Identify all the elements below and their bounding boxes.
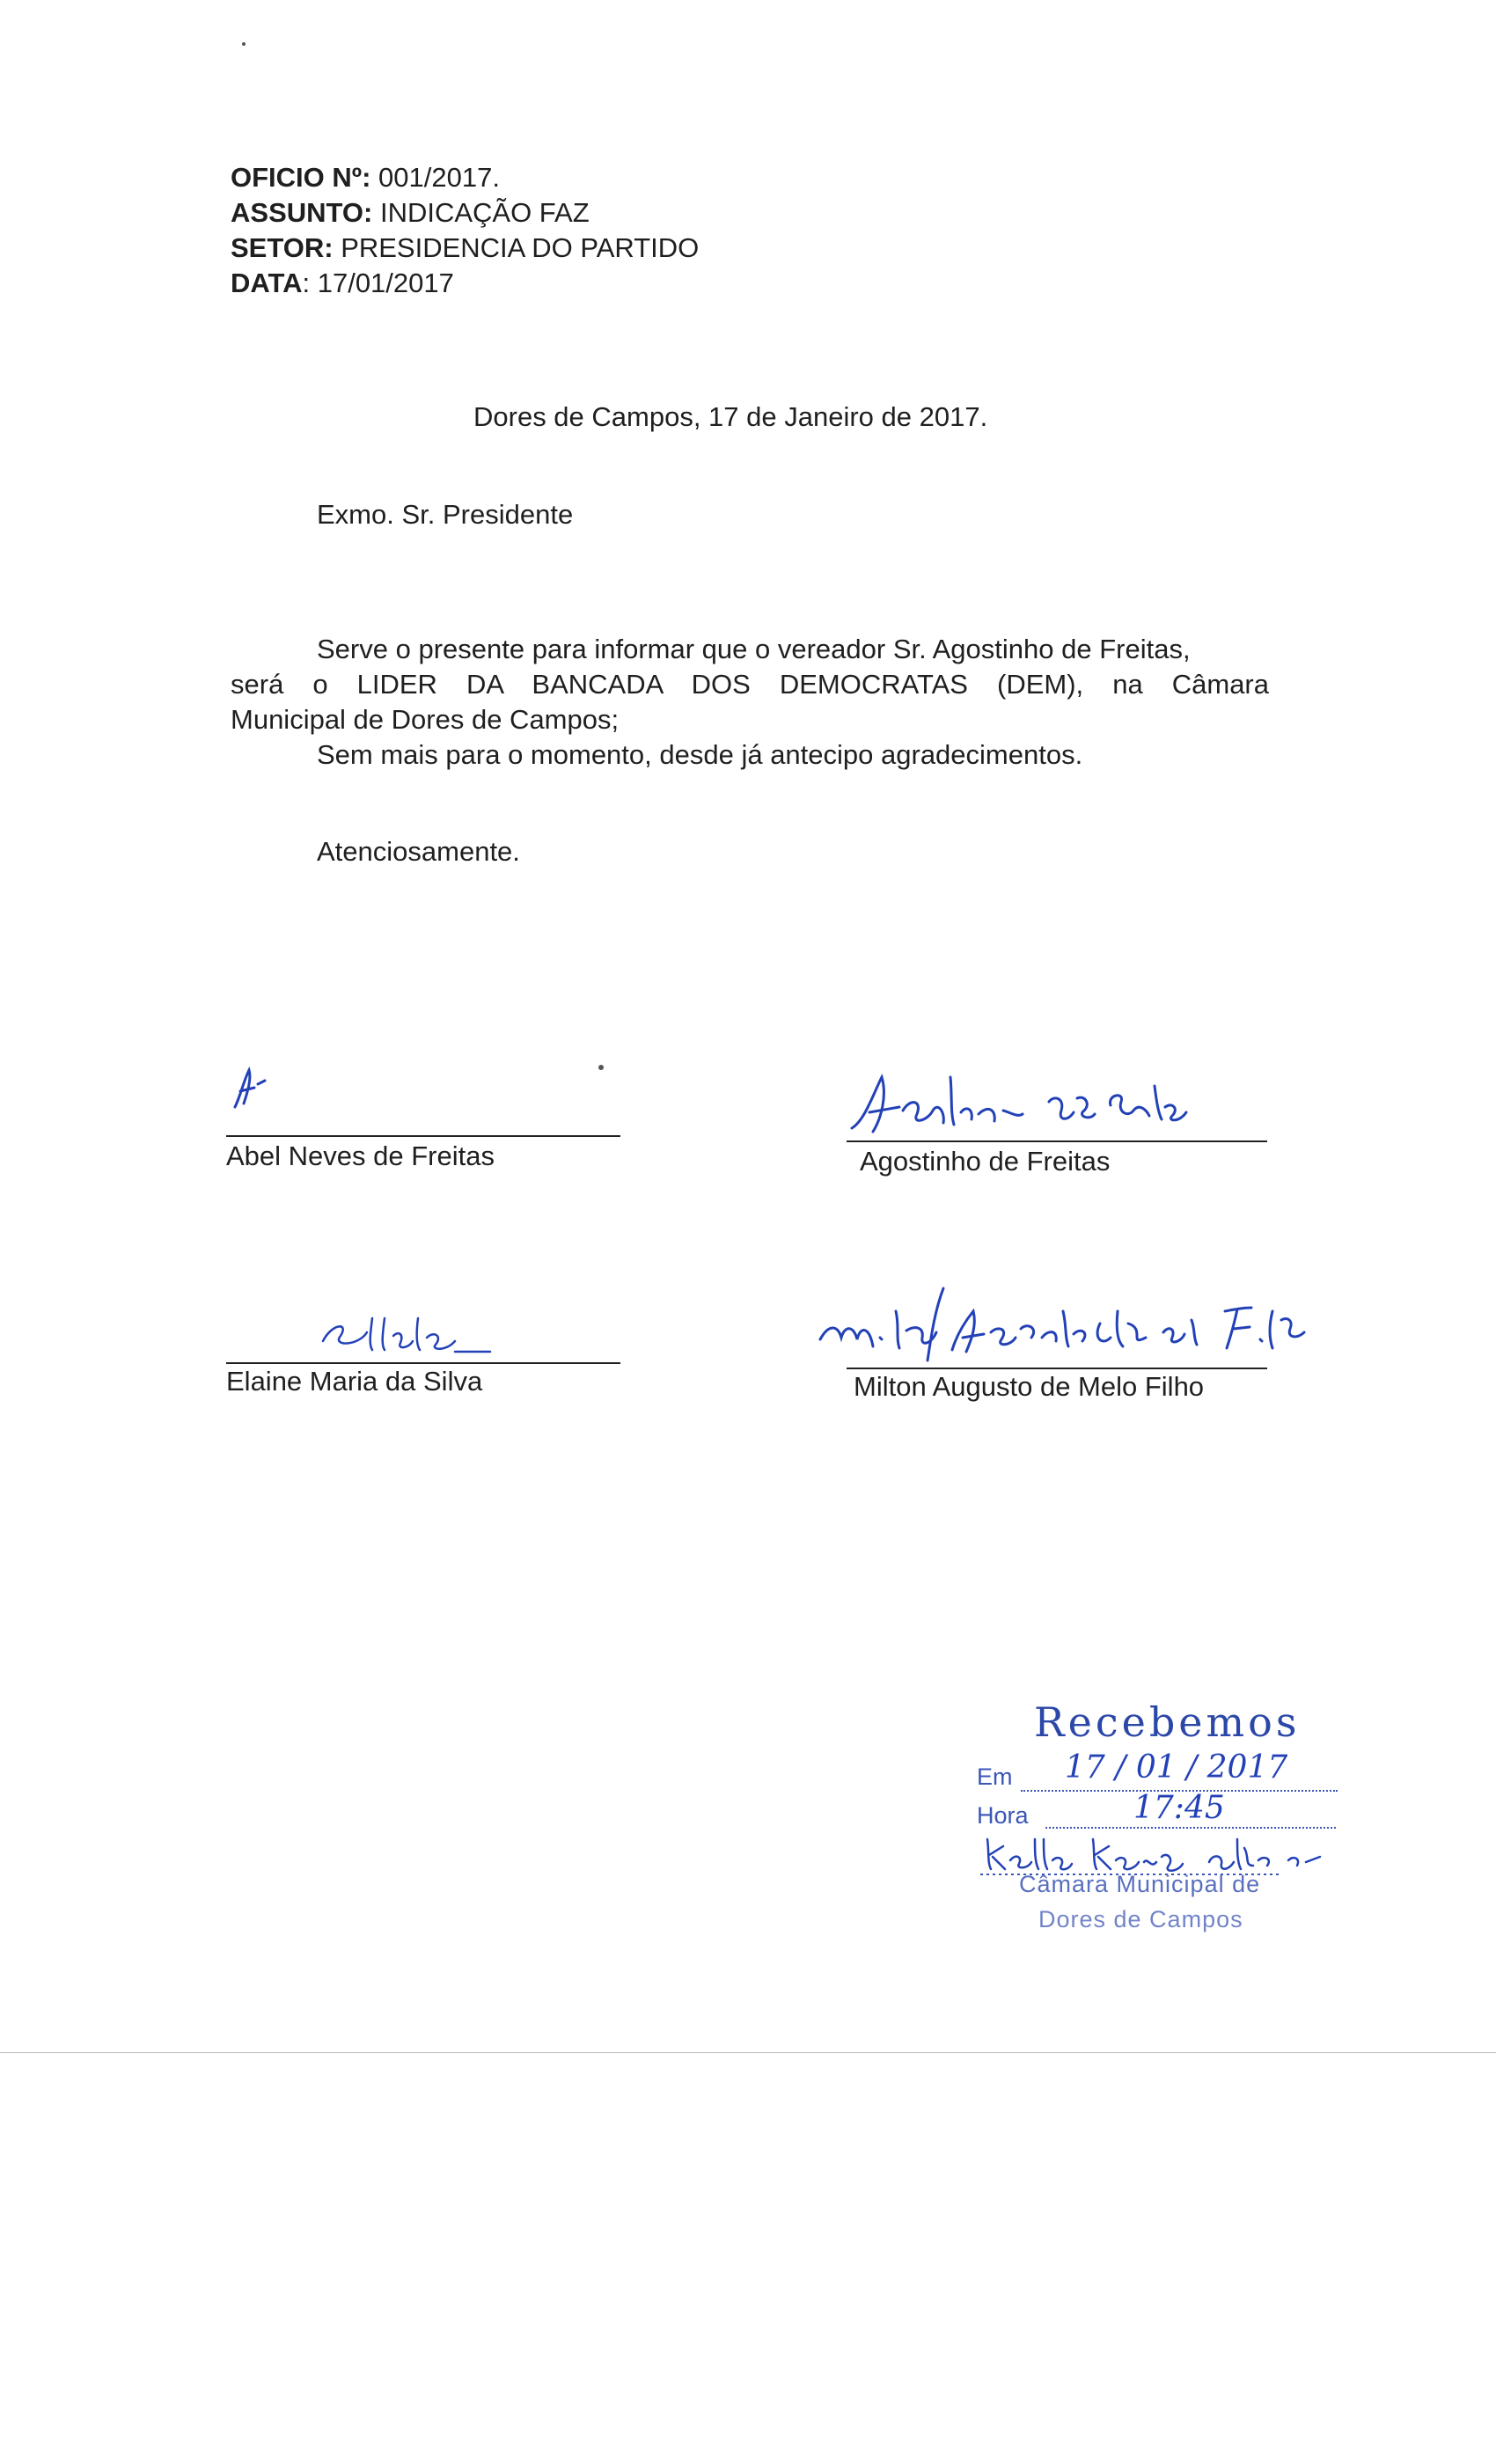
body-line-4: Sem mais para o momento, desde já antecipo agradecimentos.	[317, 739, 1083, 770]
oficio-label: OFICIO Nº:	[231, 162, 371, 193]
handwritten-signature-agostinho	[847, 1060, 1260, 1139]
assunto-label: ASSUNTO:	[231, 197, 373, 228]
dateline: Dores de Campos, 17 de Janeiro de 2017.	[473, 401, 988, 432]
document-header	[231, 160, 699, 301]
setor-row	[231, 231, 699, 266]
signature-line	[226, 1135, 620, 1137]
handwritten-signature-elaine	[314, 1306, 534, 1359]
body-line-2: será o LIDER DA BANCADA DOS DEMOCRATAS (DEM), na Câmara	[231, 669, 1269, 700]
body-text	[231, 632, 1269, 773]
signature-line	[847, 1140, 1267, 1142]
signatory-name: Agostinho de Freitas	[860, 1146, 1111, 1177]
stamp-hora-value: 17:45	[1133, 1790, 1225, 1826]
assunto-row	[231, 195, 699, 231]
signature-line	[226, 1362, 620, 1364]
scan-speck	[242, 42, 246, 46]
signature-line	[847, 1368, 1267, 1369]
signatory-name: Abel Neves de Freitas	[226, 1140, 495, 1171]
stamp-em-value: 17 / 01 / 2017	[1065, 1749, 1288, 1786]
signature-block-abel	[226, 1072, 622, 1177]
oficio-value: 001/2017.	[378, 162, 500, 193]
salutation: Exmo. Sr. Presidente	[317, 499, 574, 530]
stamp-org-line-2: Dores de Campos	[1038, 1906, 1243, 1932]
signature-block-agostinho	[847, 1072, 1269, 1186]
page-fold-line	[0, 2052, 1496, 2053]
stamp-title: Recebemos	[1034, 1698, 1301, 1746]
data-value: : 17/01/2017	[302, 268, 454, 298]
body-line-3: Municipal de Dores de Campos;	[231, 704, 620, 735]
setor-label: SETOR:	[231, 232, 334, 263]
oficio-row	[231, 160, 699, 195]
stamp-org-line-1: Câmara Municipal de	[1019, 1871, 1261, 1897]
signature-block-elaine	[226, 1311, 622, 1417]
signature-block-milton	[847, 1311, 1269, 1426]
assunto-value: INDICAÇÃO FAZ	[379, 197, 590, 228]
body-line-1: Serve o presente para informar que o vereador Sr. Agostinho de Freitas,	[317, 634, 1191, 664]
signatory-name: Elaine Maria da Silva	[226, 1366, 483, 1397]
scan-speck	[598, 1065, 604, 1070]
stamp-em-label: Em	[977, 1764, 1013, 1790]
stamp-hora-label: Hora	[977, 1802, 1029, 1829]
closing: Atenciosamente.	[317, 836, 520, 867]
handwritten-signature-milton	[811, 1276, 1427, 1382]
received-stamp	[968, 1698, 1426, 1954]
handwritten-signature-abel	[228, 1061, 281, 1114]
signatory-name: Milton Augusto de Melo Filho	[854, 1371, 1205, 1402]
setor-value: PRESIDENCIA DO PARTIDO	[341, 232, 700, 263]
data-row	[231, 266, 699, 301]
stamp-hora-dotted-line	[1045, 1827, 1336, 1829]
data-label: DATA	[231, 268, 303, 298]
